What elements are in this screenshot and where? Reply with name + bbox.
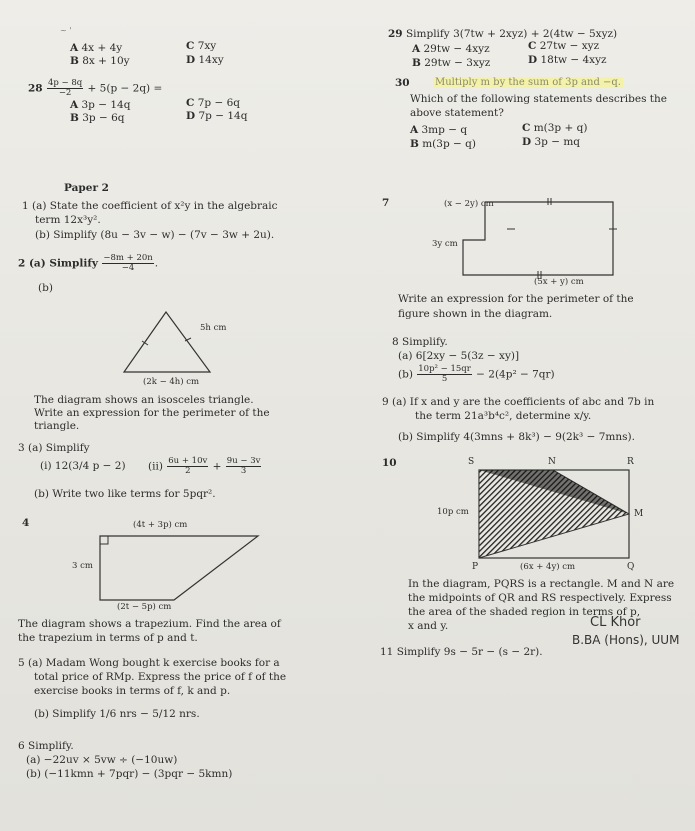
q29-option-d: D 18tw − 4xyz (528, 54, 607, 66)
q6a: (a) −22uv × 5vw ÷ (−10uw) (26, 754, 178, 766)
q7-bottom-label: (5x + y) cm (534, 277, 584, 287)
trapezium-side-label: 3 cm (72, 561, 93, 571)
q10-number: 10 (382, 457, 397, 469)
trapezium-top-label: (4t + 3p) cm (133, 520, 188, 530)
q29-option-b: B 29tw − 3xyz (412, 57, 491, 69)
q7-left-label: 3y cm (432, 239, 458, 249)
rectangle-pqrs-diagram (477, 468, 637, 568)
q5a-line3: exercise books in terms of f, k and p. (34, 685, 231, 697)
q28-option-c: C 7p − 6q (186, 97, 240, 109)
q2b-line2: Write an expression for the perimeter of the (34, 407, 270, 419)
q1a-line2: term 12x³y². (35, 214, 101, 226)
q27-option-a: A 4x + 4y (70, 42, 123, 54)
composite-figure-diagram (485, 200, 615, 278)
author-credential: B.BA (Hons), UUM (572, 633, 680, 647)
q1b: (b) Simplify (8u − 3v − w) − (7v − 3w + 2u). (35, 229, 275, 241)
rect-label-p: P (472, 562, 479, 572)
q8a: (a) 6[2xy − 5(3z − xy)] (398, 350, 520, 362)
q10-line3: the area of the shaded region in terms of p, (408, 606, 641, 618)
q3a-i: (i) 12(3/4 p − 2) (40, 460, 126, 472)
q27-option-b: B 8x + 10y (70, 55, 130, 67)
q3a: 3 (a) Simplify (18, 442, 90, 454)
q28-question: 28 $\frac{4p - 8q}{-2}$ + 5(p − 2q) = (28, 78, 163, 98)
q2b-line1: The diagram shows an isosceles triangle. (34, 394, 254, 406)
q30-number: 30 (395, 77, 410, 89)
q7-line1: Write an expression for the perimeter of the (398, 293, 634, 305)
q2a: 2 (a) Simplify $\frac{-8m + 20n}{-4}$ . (18, 253, 159, 273)
q30-line2: above statement? (410, 107, 504, 119)
q30-option-a: A 3mp − q (410, 124, 468, 136)
q28-option-a: A 3p − 14q (70, 99, 131, 111)
q6b: (b) (−11kmn + 7pqr) − (3pqr − 5kmn) (26, 768, 233, 780)
author-name: CL Khor (590, 615, 641, 630)
q7-line2: figure shown in the diagram. (398, 308, 553, 320)
q4-line1: The diagram shows a trapezium. Find the area of (18, 618, 281, 630)
q5b: (b) Simplify 1/6 nrs − 5/12 nrs. (34, 708, 200, 720)
q7-number: 7 (382, 197, 390, 209)
trapezium-bottom-label: (2t − 5p) cm (117, 602, 172, 612)
q10-line1: In the diagram, PQRS is a rectangle. M and N are (408, 578, 675, 590)
rect-bottom-label: (6x + 4y) cm (520, 562, 576, 572)
q30-line1: Which of the following statements describes the (410, 93, 668, 105)
q7-top-label: (x − 2y) cm (444, 199, 494, 209)
q10-line2: the midpoints of QR and RS respectively. Express (408, 592, 672, 604)
q3b: (b) Write two like terms for 5pqr². (34, 488, 216, 500)
q5a-line2: total price of RMp. Express the price of f of the (34, 671, 287, 683)
q2b-label: (b) (38, 282, 53, 294)
rect-label-r: R (627, 457, 634, 467)
q9b: (b) Simplify 4(3mns + 8k³) − 9(2k³ − 7mns). (398, 431, 635, 443)
trapezium-diagram (98, 530, 268, 610)
q3a-ii: (ii) $\frac{6u + 10v}{2}$ + $\frac{9u - 3v}{3}$ (148, 456, 261, 476)
q9a-line1: 9 (a) If x and y are the coefficients of abc and 7b in (382, 396, 655, 408)
q11: 11 Simplify 9s − 5r − (s − 2r). (380, 646, 543, 658)
triangle-side-label: 5h cm (200, 323, 227, 333)
q28-option-d: D 7p − 14q (186, 110, 248, 122)
q8b: (b) $\frac{\text{10p² − 15qr}}{5}$ − 2(4p² − 7qr) (398, 364, 555, 384)
q27-option-c: C 7xy (186, 40, 217, 52)
rect-label-q: Q (627, 562, 635, 572)
q4-line2: the trapezium in terms of p and t. (18, 632, 198, 644)
q27-option-d: D 14xy (186, 54, 224, 66)
rect-label-m: M (634, 509, 644, 519)
corner-mark: ~ ' (60, 26, 72, 35)
rect-label-n: N (548, 457, 556, 467)
paper-title: Paper 2 (64, 182, 109, 194)
q29-option-a: A 29tw − 4xyz (412, 43, 490, 55)
rect-label-s: S (468, 457, 475, 467)
q30-option-c: C m(3p + q) (522, 122, 588, 134)
q30-highlight: Multiply m by the sum of 3p and −q. (435, 77, 621, 88)
q9a-line2: the term 21a³b⁴c², determine x/y. (415, 410, 592, 422)
q5a-line1: 5 (a) Madam Wong bought k exercise books for a (18, 657, 280, 669)
q4-number: 4 (22, 517, 30, 529)
q10-line4: x and y. (408, 620, 449, 632)
rect-left-label: 10p cm (437, 507, 469, 517)
q29-question: 29 Simplify 3(7tw + 2xyz) + 2(4tw − 5xyz) (388, 28, 618, 40)
q2b-line3: triangle. (34, 420, 80, 432)
q8: 8 Simplify. (392, 336, 448, 348)
q6: 6 Simplify. (18, 740, 74, 752)
q1a-line1: 1 (a) State the coefficient of x²y in the algebraic (22, 200, 278, 212)
q30-option-d: D 3p − mq (522, 136, 581, 148)
q29-option-c: C 27tw − xyz (528, 40, 600, 52)
q30-option-b: B m(3p − q) (410, 138, 476, 150)
q28-option-b: B 3p − 6q (70, 112, 125, 124)
triangle-base-label: (2k − 4h) cm (143, 377, 200, 387)
